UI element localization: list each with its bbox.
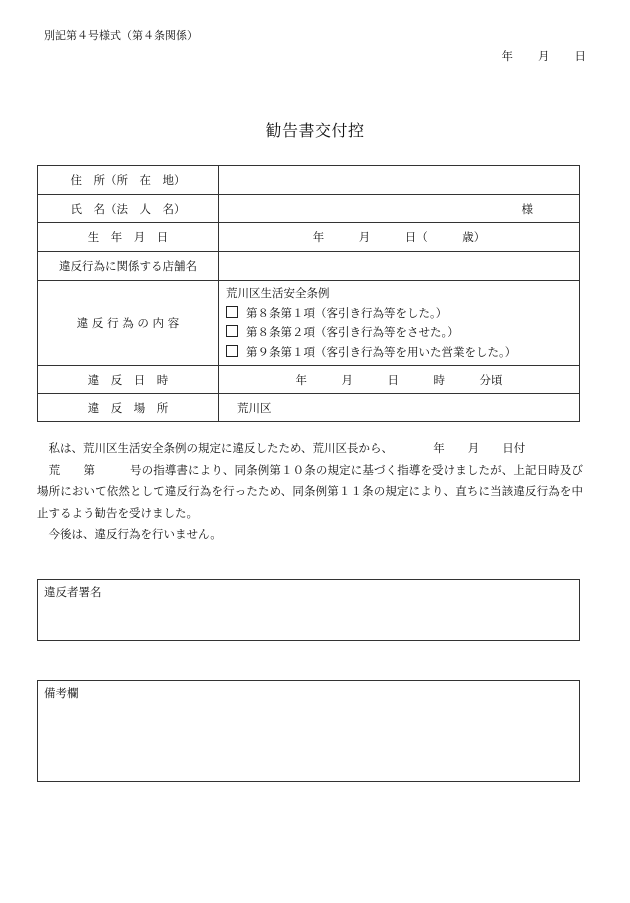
store-name-field[interactable] [219, 252, 580, 281]
remarks-box[interactable] [37, 680, 580, 782]
table-row [38, 252, 580, 281]
violator-info-table [37, 165, 580, 422]
statement-text [37, 438, 583, 546]
violation-datetime-field[interactable]: 年 月 日 時 分頃 [219, 366, 580, 394]
name-field[interactable] [219, 195, 580, 223]
option-label: 第８条第１項（客引き行為等をした。） [246, 305, 448, 320]
table-row [38, 166, 580, 195]
address-label: 住 所（所 在 地） [38, 166, 219, 195]
checkbox[interactable] [226, 306, 238, 318]
table-row [38, 195, 580, 223]
signature-label: 違反者署名 [44, 585, 102, 599]
address-field[interactable] [219, 166, 580, 195]
statement-line: 荒 第 号の指導書により、同条例第１０条の規定に基づく指導を受けましたが、上記日時及び場所において依然として違反行為を行ったため、同条例第１１条の規定により、直ちに当該違反行為を中止するよう勧告を受けました。 [37, 462, 583, 520]
option-label: 第８条第２項（客引き行為等をさせた。） [246, 325, 459, 339]
option-item [226, 323, 579, 343]
form-number: 別記第４号様式（第４条関係） [44, 29, 198, 42]
ordinance-name: 荒川区生活安全条例 [226, 286, 330, 300]
table-row [38, 281, 580, 366]
option-label: 第９条第１項（客引き行為等を用いた営業をした。） [246, 344, 517, 359]
date-month: 月 [538, 49, 550, 63]
violation-place-field[interactable]: 荒川区 [219, 394, 580, 422]
violation-datetime-label: 違 反 日 時 [38, 366, 219, 394]
statement-line: 私は、荒川区生活安全条例の規定に違反したため、荒川区長から、 年 月 日付 [37, 441, 526, 455]
store-name-label: 違反行為に関係する店舗名 [38, 252, 219, 281]
birthdate-field[interactable]: 年 月 日（ 歳） [219, 223, 580, 252]
date-year: 年 [501, 49, 513, 63]
checkbox[interactable] [226, 345, 238, 357]
table-row [38, 223, 580, 252]
name-suffix: 様 [521, 201, 533, 216]
signature-box[interactable] [37, 579, 580, 641]
table-row [38, 394, 580, 422]
statement-line: 今後は、違反行為を行いません。 [37, 527, 222, 541]
option-item [226, 304, 579, 324]
violation-content-field [219, 281, 580, 366]
checkbox[interactable] [226, 325, 238, 337]
name-label: 氏 名（法 人 名） [38, 195, 219, 223]
violation-place-label: 違 反 場 所 [38, 394, 219, 422]
table-row [38, 366, 580, 394]
option-item [226, 343, 579, 363]
remarks-label: 備考欄 [44, 686, 79, 700]
date-day: 日 [574, 49, 586, 63]
violation-content-label: 違 反 行 為 の 内 容 [38, 281, 219, 366]
birthdate-label: 生 年 月 日 [38, 223, 219, 252]
document-date [502, 48, 587, 64]
page-title: 勧告書交付控 [265, 121, 365, 140]
